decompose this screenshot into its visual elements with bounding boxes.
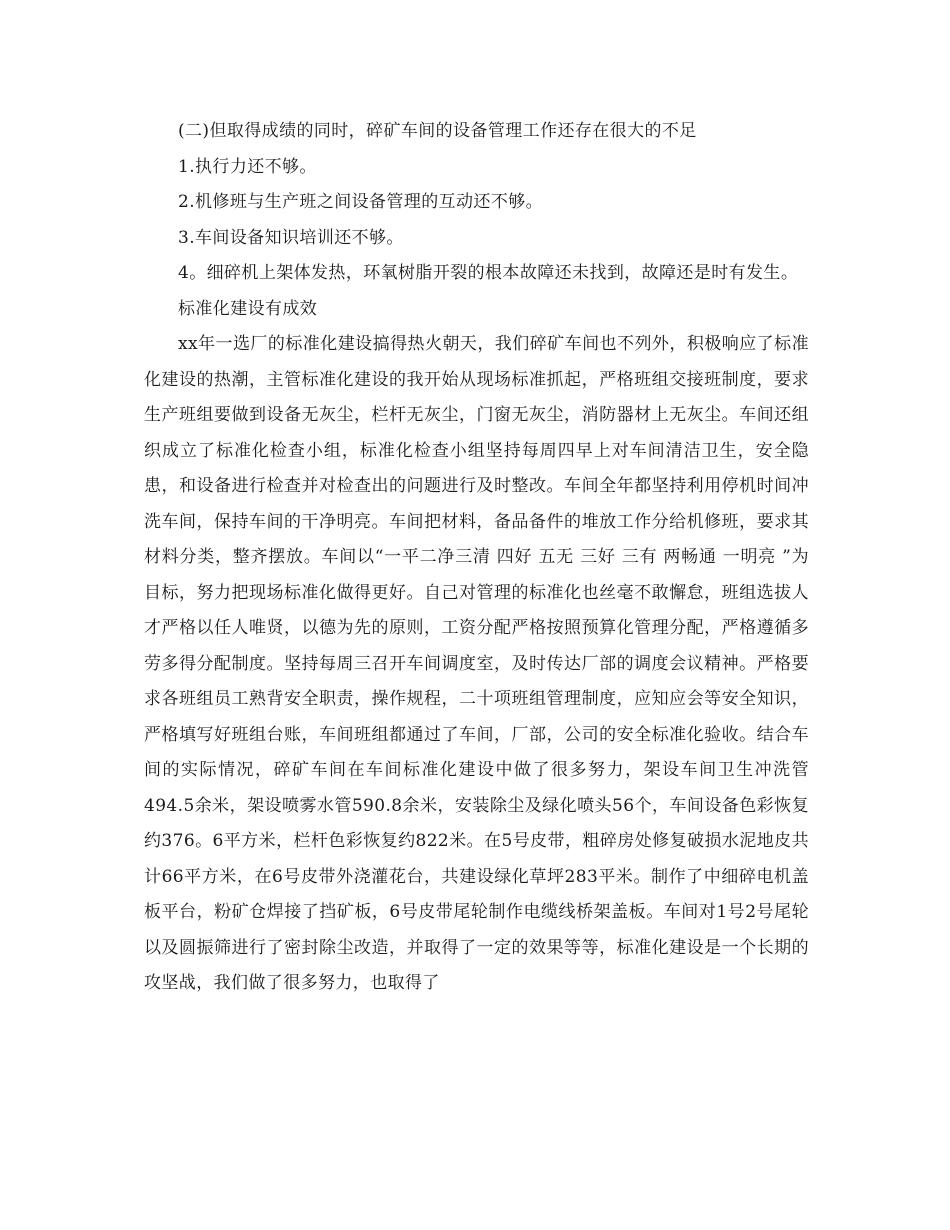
section-heading-shortcomings: (二)但取得成绩的同时，碎矿车间的设备管理工作还存在很大的不足 <box>178 121 697 141</box>
list-item-training: 3.车间设备知识培训还不够。 <box>178 227 404 248</box>
list-item-interaction: 2.机修班与生产班之间设备管理的互动还不够。 <box>178 192 544 212</box>
body-paragraph-standardization: xx年一选厂的标准化建设搞得热火朝天，我们碎矿车间也不列外，积极响应了标准化建设的热潮，主管标准化建设的我开始从现场标准抓起，严格班组交接班制度，要求生产班组要做到设备无灰尘，栏杆无灰尘，门窗无灰尘，消防器材上无灰尘。车间还组织成立了标准化检查小组，标准化检查小组坚持每周四早上对车间清洁卫生，安全隐患，和设备进行检查并对检查出的问题进行及时整改。车间全年都坚持利用停机时间冲洗车间，保持车间的干净明亮。车间把材料，备品备件的堆放工作分给机修班，要求其材料分类，整齐摆放。车间以“一平二净三清 四好 五无 三好 三有 两畅通 一明亮 ”为目标，努力把现场标准化做得更好。自己对管理的标准化也丝毫不敢懈怠，班组选拔人才严格以任人唯贤，以德为先的原则，工资分配严格按照预算化管理分配，严格遵循多劳多得分配制度。坚持每周三召开车间调度室，及时传达厂部的调度会议精神。严格要求各班组员工熟背安全职责，操作规程，二十项班组管理制度，应知应会等安全知识，严格填写好班组台账，车间班组都通过了车间，厂部，公司的安全标准化验收。结合车间的实际情况，碎矿车间在车间标准化建设中做了很多努力，架设车间卫生冲洗管494.5余米，架设喷雾水管590.8余米，安装除尘及绿化喷头56个，车间设备色彩恢复约376。6平方米，栏杆色彩恢复约822米。在5号皮带，粗碎房处修复破损水泥地皮共计66平方米，在6号皮带外浇灌花台，共建设绿化草坪283平米。制作了中细碎电机盖板平台，粉矿仓焊接了挡矿板，6号皮带尾轮制作电缆线桥架盖板。车间对1号2号尾轮以及圆振筛进行了密封除尘改造，并取得了一定的效果等等，标准化建设是一个长期的攻坚战，我们做了很多努力，也取得了 <box>144 334 809 993</box>
list-item-crusher-fault: 4。细碎机上架体发热，环氧树脂开裂的根本故障还未找到，故障还是时有发生。 <box>178 263 799 283</box>
document-body <box>144 114 809 1002</box>
section-heading-standardization: 标准化建设有成效 <box>178 298 318 319</box>
list-item-execution: 1.执行力还不够。 <box>178 156 317 177</box>
